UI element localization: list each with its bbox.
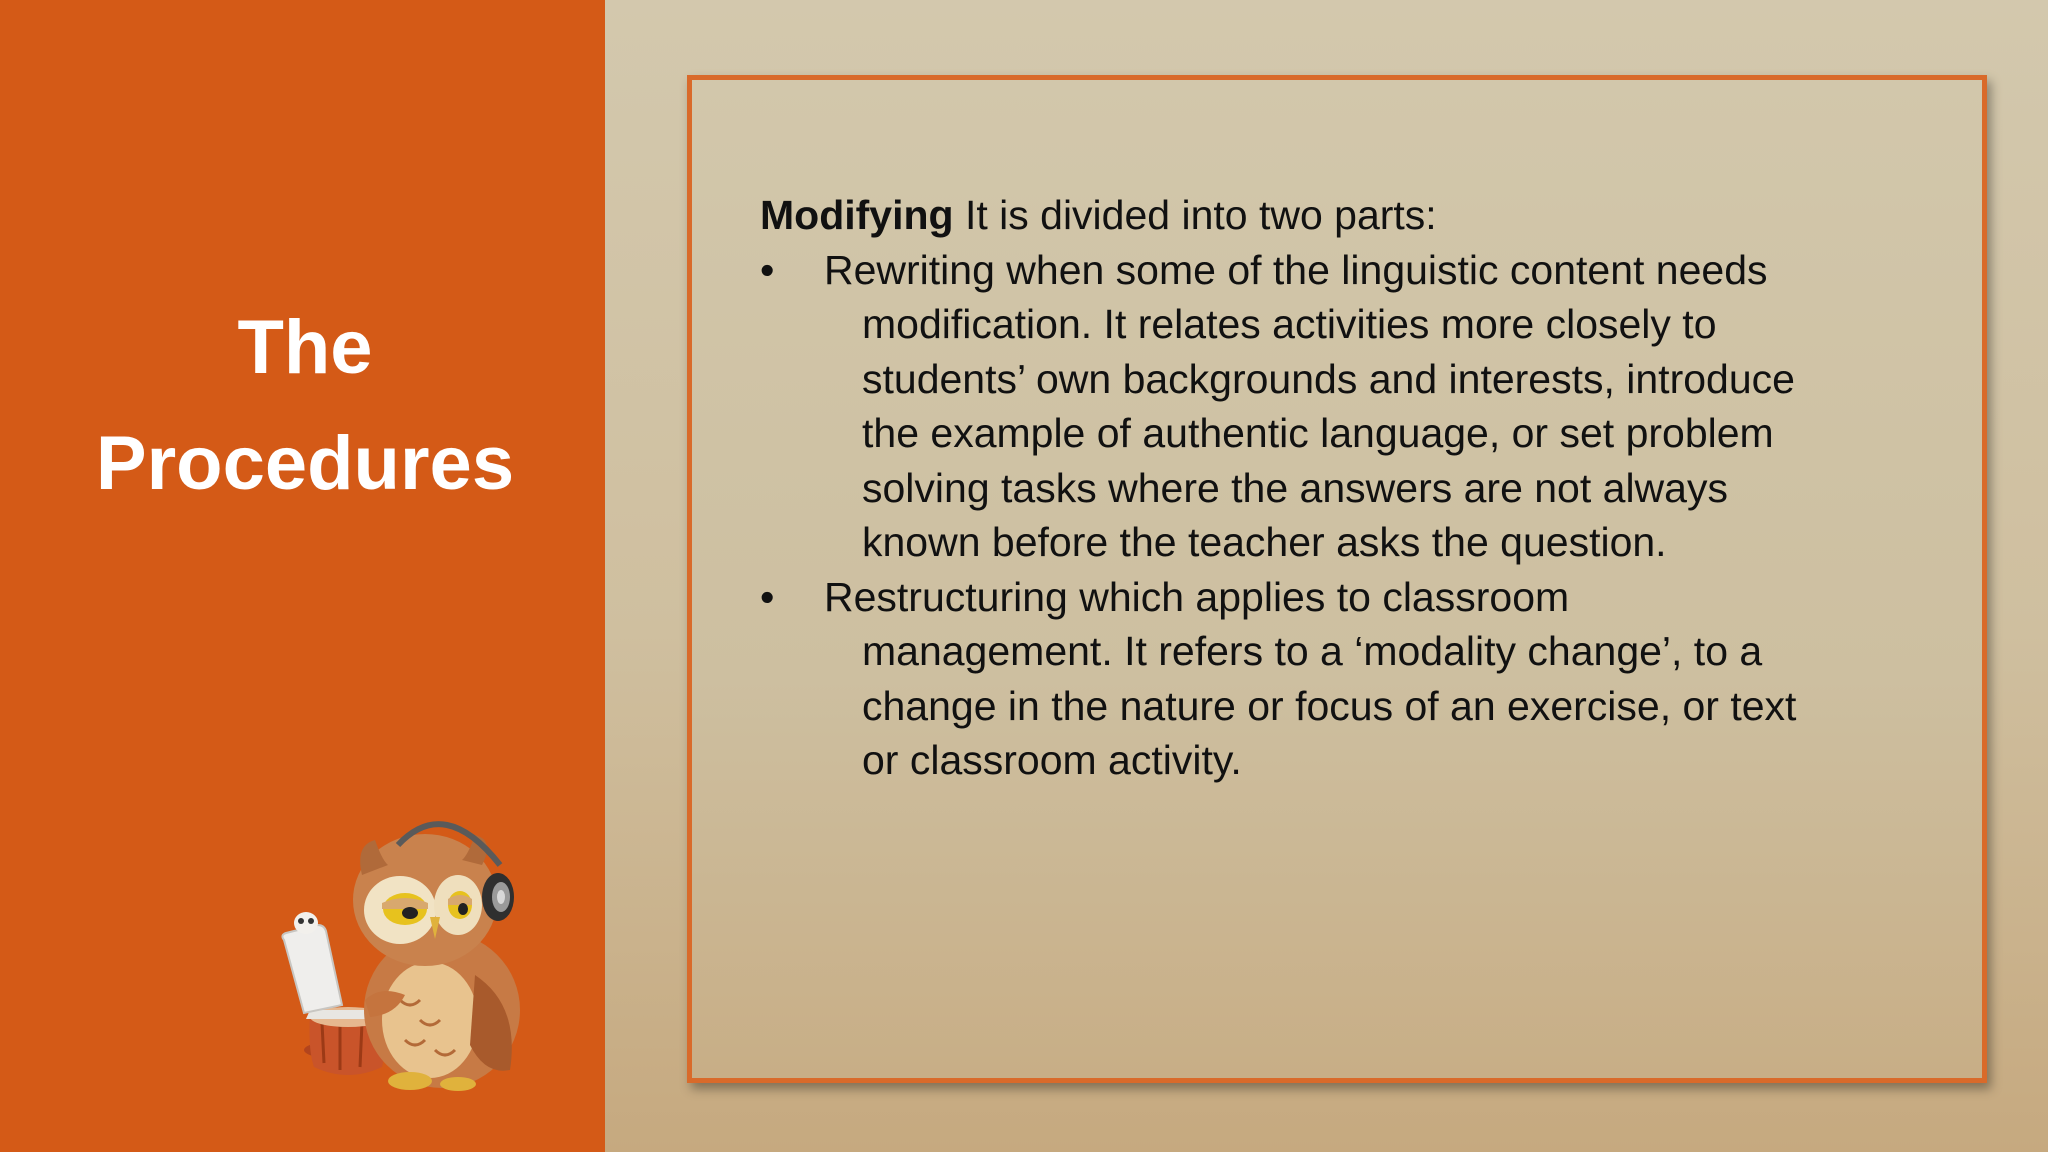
bullet-item-rewriting xyxy=(760,243,1960,570)
bullet-line: known before the teacher asks the question. xyxy=(862,519,1667,565)
left-accent-panel xyxy=(0,0,605,1152)
section-title-line-1: The xyxy=(237,305,373,390)
bullet-list xyxy=(760,243,1960,788)
bullet-line: management. It refers to a ‘modality change’, to a xyxy=(862,628,1763,674)
bullet-line: solving tasks where the answers are not always xyxy=(862,464,1728,511)
bullet-line: students’ own backgrounds and interests, introduce xyxy=(862,355,1795,402)
intro-text: It is divided into two parts: xyxy=(953,192,1437,238)
bullet-line: Restructuring which applies to classroom xyxy=(824,573,1570,620)
intro-term: Modifying xyxy=(760,192,954,238)
intro-line xyxy=(760,188,1960,243)
bullet-item-restructuring xyxy=(760,570,1960,788)
bullet-line: change in the nature or focus of an exercise, or text xyxy=(862,682,1797,729)
section-title-line-2: Procedures xyxy=(95,421,515,506)
bullet-line: or classroom activity. xyxy=(862,737,1242,783)
content-frame xyxy=(687,75,1987,1083)
bullet-marker: • xyxy=(760,246,775,293)
bullet-line: the example of authentic language, or set problem xyxy=(862,410,1774,456)
bullet-line: Rewriting when some of the linguistic content needs xyxy=(824,246,1768,293)
bullet-marker: • xyxy=(760,573,775,620)
slide-body xyxy=(760,188,1960,788)
section-title xyxy=(0,290,610,522)
owl-laptop-illustration xyxy=(270,805,560,1095)
bullet-line: modification. It relates activities more closely to xyxy=(862,301,1717,347)
